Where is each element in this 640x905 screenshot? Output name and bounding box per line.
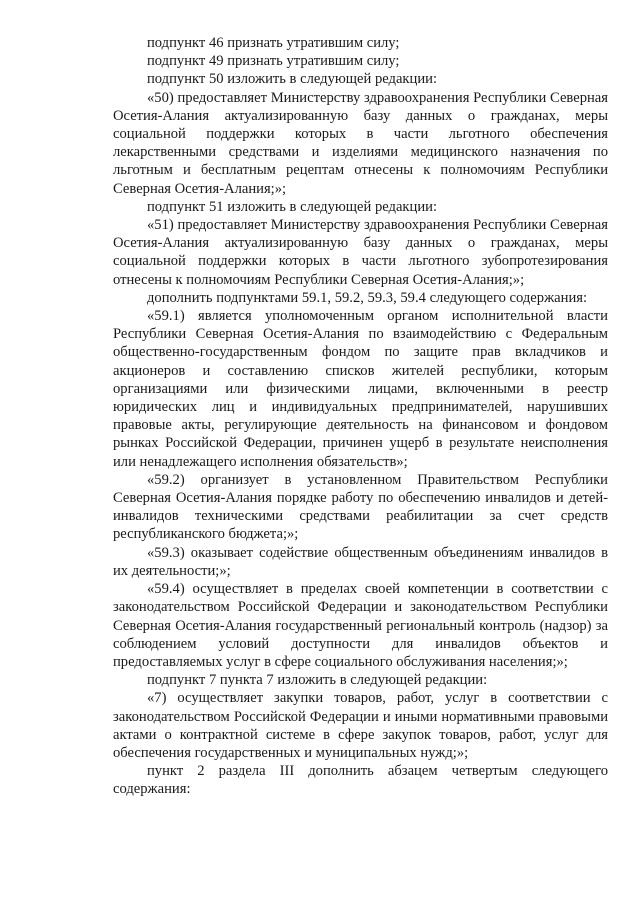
paragraph-subitem-51-intro: подпункт 51 изложить в следующей редакции: [147, 198, 438, 215]
paragraph-subitem-7-intro: подпункт 7 пункта 7 изложить в следующей редакции: [147, 672, 488, 689]
paragraph-subitem-46: подпункт 46 признать утратившим силу; [147, 35, 400, 51]
paragraph-item-2-section-3: пункт 2 раздела III дополнить абзацем четвертым следующего содержания: [113, 763, 608, 798]
paragraph-subitem-59-3: «59.3) оказывает содействие общественным объединениям инвалидов в их деятельности;»; [113, 544, 608, 579]
paragraph-subitem-51-text: «51) предоставляет Министерству здравоохранения Республики Северная Осетия-Алания актуализированную базу данных о гражданах, меры социальной поддержки которых в части льготного зубопротезирования отнесены к полномочиям Республики Северная Осетия-Алания;»; [113, 217, 608, 288]
paragraph-add-subitems: дополнить подпунктами 59.1, 59.2, 59.3, 59.4 следующего содержания: [147, 289, 588, 306]
paragraph-subitem-50-intro: подпункт 50 изложить в следующей редакции: [147, 71, 438, 88]
paragraph-subitem-59-2: «59.2) организует в установленном Правительством Республики Северная Осетия-Алания порядке работу по обеспечению инвалидов и детей-инвалидов техническими средствами реабилитации за счет средств республиканского бюджета;»; [113, 471, 608, 543]
paragraph-subitem-49: подпункт 49 признать утратившим силу; [147, 53, 400, 70]
paragraph-subitem-7-text: «7) осуществляет закупки товаров, работ, услуг в соответствии с законодательством Российской Федерации и иными нормативными правовыми актами о контрактной системе в сфере закупок товаров, работ, услуг для обеспечения государственных и муниципальных нужд;»; [113, 690, 608, 761]
paragraph-subitem-50-text: «50) предоставляет Министерству здравоохранения Республики Северная Осетия-Алания актуализированную базу данных о гражданах, меры социальной поддержки которых в части льготного обеспечения лекарственными средствами и изделиями медицинского назначения по льготным и бесплатным рецептам отнесены к полномочиям Республики Северная Осетия-Алания;»; [113, 89, 608, 197]
paragraph-subitem-59-4: «59.4) осуществляет в пределах своей компетенции в соответствии с законодательством Российской Федерации и законодательством Республики Северная Осетия-Алания государственный региональный контроль (надзор) за соблюдением условий доступности для инвалидов объектов и предоставляемых услуг в сфере социального обслуживания населения;»; [113, 581, 608, 670]
paragraph-subitem-59-1: «59.1) является уполномоченным органом исполнительной власти Республики Северная Осетия-Алания по взаимодействию с Федеральным общественно-государственным фондом по защите прав вкладчиков и акционеров и составлению списков жителей республики, которым организациями или физическими лицами, включенными в реестр юридических лиц и индивидуальных предпринимателей, нарушивших правовые акты, регулирующие деятельность на финансовом и фондовом рынках Российской Федерации, причинен ущерб в результате неисполнения или ненадлежащего исполнения обязательств»; [113, 308, 608, 470]
